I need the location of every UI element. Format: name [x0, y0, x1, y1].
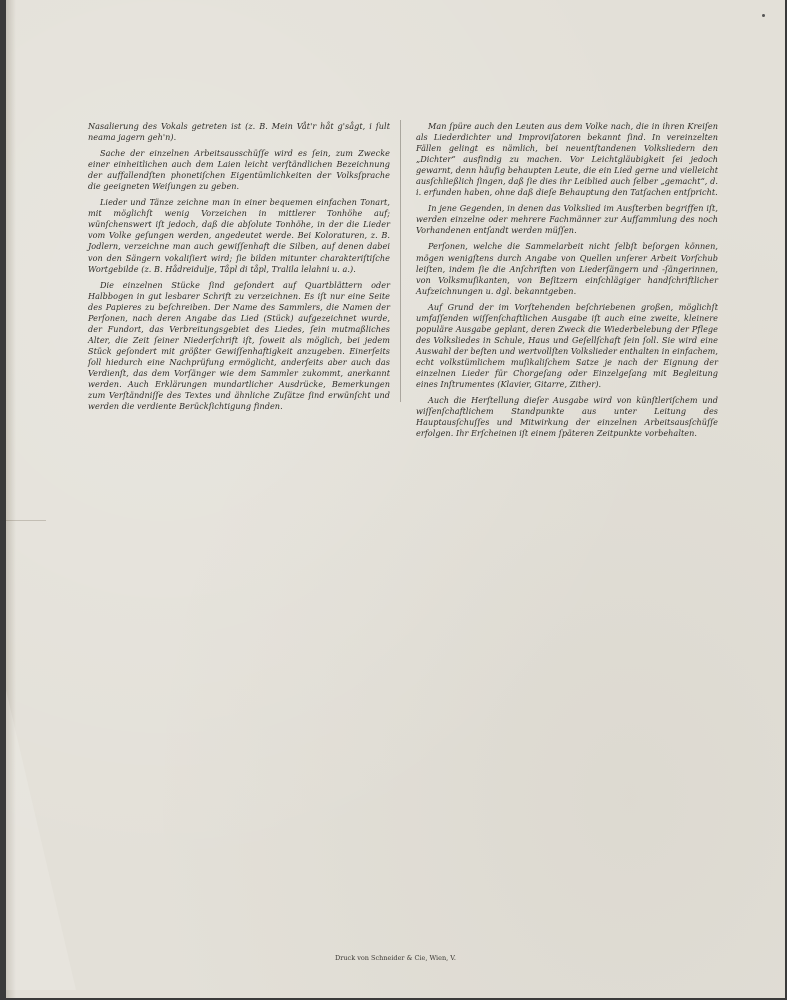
fold-mark — [6, 520, 46, 521]
document-page — [6, 0, 785, 998]
printer-imprint: Druck von Schneider & Cie, Wien, V. — [335, 954, 456, 962]
column-divider — [400, 120, 401, 402]
paper-crease — [6, 690, 76, 990]
right-paragraph-1: Man ſpüre auch den Leuten aus dem Volke nach, die in ihren Kreiſen als Liederdichter und Improviſatoren bekannt ſind. In vereinzelten Fällen gelingt es nämlich, bei neuentſtandenen Volksliedern den „Dichter“ ausfindig zu machen. Vor Leichtgläubigkeit ſei jedoch gewarnt, denn häufig behaupten Leute, die ein Lied gerne und vielleicht ausſchließlich ſingen, daß ſie dies ihr Leiblied auch ſelber „gemacht“, d. i. erfunden haben, ohne daß dieſe Behauptung den Tatſachen entſpricht. — [416, 121, 719, 198]
right-paragraph-2: In jene Gegenden, in denen das Volkslied im Ausſterben begriffen iſt, werden einzelne oder mehrere Fachmänner zur Aufſammlung des noch Vorhandenen entſandt werden müſſen. — [416, 203, 718, 236]
right-paragraph-3: Perſonen, welche die Sammelarbeit nicht ſelbſt beſorgen können, mögen wenigſtens durch Angabe von Quellen unſerer Arbeit Vorſchub leiſten, indem ſie die Anſchriften von Liederſängern und -ſängerinnen, von Volksmuſikanten, von Beſitzern einſchlägiger handſchriftlicher Aufzeichnungen u. dgl. bekanntgeben. — [416, 241, 718, 296]
left-paragraph-1: Nasalierung des Vokals getreten ist (z. B. Mein Våt'r håt g'sågt, i ſult neama jagern geh'n). — [88, 121, 390, 143]
right-paragraph-5: Auch die Herſtellung dieſer Ausgabe wird von künſtleriſchem und wiſſenſchaftlichem Standpunkte aus unter Leitung des Hauptausſchuſſes und Mitwirkung der einzelnen Arbeitsausſchüſſe erfolgen. Ihr Erſcheinen iſt einem ſpäteren Zeitpunkte vorbehalten. — [416, 395, 718, 439]
left-paragraph-3: Lieder und Tänze zeichne man in einer bequemen einfachen Tonart, mit möglichſt wenig Vorzeichen in mittlerer Tonhöhe auf; wünſchenswert iſt jedoch, daß die abſolute Tonhöhe, in der die Lieder vom Volke geſungen werden, angedeutet werde. Bei Koloraturen, z. B. Jodlern, verzeichne man auch gewiſſenhaft die Silben, auf denen dabei von den Sängern vokaliſiert wird; ſie bilden mitunter charakteriſtiſche Wortgebilde (z. B. Hådreidulje, Tåpl di tåpl, Tralila lelahni u. a.). — [88, 197, 390, 274]
right-text-column — [416, 121, 718, 444]
right-paragraph-4: Auf Grund der im Vorſtehenden beſchriebenen großen, möglichſt umfaſſenden wiſſenſchaftlichen Ausgabe iſt auch eine zweite, kleinere populäre Ausgabe geplant, deren Zweck die Wiederbelebung der Pflege des Volksliedes in Schule, Haus und Geſellſchaft ſein ſoll. Sie wird eine Auswahl der beſten und wertvollſten Volkslieder enthalten in einfachem, echt volkstümlichem muſikaliſchem Satze je nach der Eignung der einzelnen Lieder für Chorgeſang oder Einzelgeſang mit Begleitung eines Inſtrumentes (Klavier, Gitarre, Zither). — [416, 301, 718, 390]
ink-dot — [762, 14, 765, 17]
left-paragraph-4: Die einzelnen Stücke ſind geſondert auf Quartblättern oder Halbbogen in gut lesbarer Schrift zu verzeichnen. Es iſt nur eine Seite des Papieres zu beſchreiben. Der Name des Sammlers, die Namen der Perſonen, nach deren Angabe das Lied (Stück) aufgezeichnet wurde, der Fundort, das Verbreitungsgebiet des Liedes, ſein mutmaßliches Alter, die Zeit ſeiner Niederſchrift iſt, ſoweit als möglich, bei jedem Stück geſondert mit größter Gewiſſenhaftigkeit anzugeben. Einerſeits ſoll hiedurch eine Nachprüfung ermöglicht, anderſeits aber auch das Verdienſt, das dem Vorſänger wie dem Sammler zukommt, anerkannt werden. Auch Erklärungen mundartlicher Ausdrücke, Bemerkungen zum Verſtändniſſe des Textes und ähnliche Zuſätze ſind erwünſcht und werden die verdiente Berückſichtigung finden. — [88, 279, 390, 412]
left-paragraph-2: Sache der einzelnen Arbeitsausschüſſe wird es ſein, zum Zwecke einer einheitlichen auch dem Laien leicht verſtändlichen Bezeichnung der auffallendſten phonetiſchen Eigentümlichkeiten der Volksſprache die geeigneten Weiſungen zu geben. — [88, 148, 390, 192]
left-text-column — [88, 121, 390, 417]
